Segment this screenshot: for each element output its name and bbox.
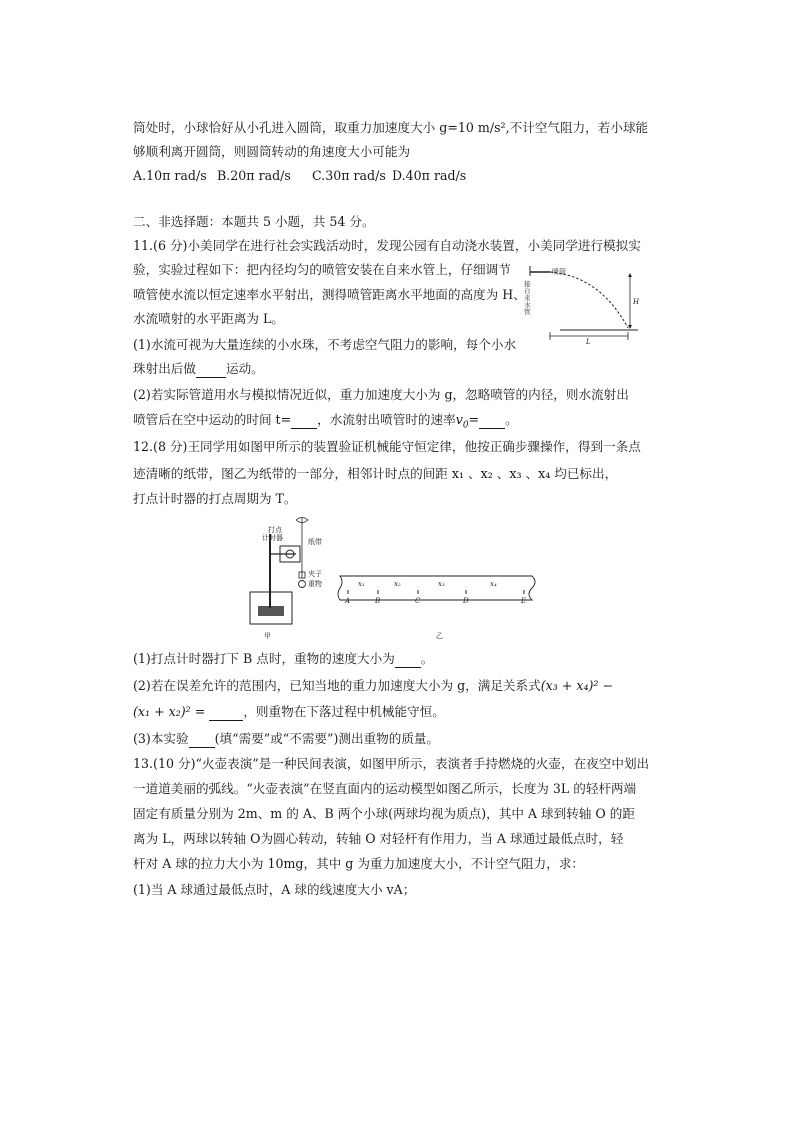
q10-line-1: 筒处时，小球恰好从小孔进入圆筒，取重力加速度大小 g=10 m/s²,不计空气阻力，若小球能 <box>133 120 649 135</box>
tape-point-c: C <box>415 597 421 605</box>
q10-option-b[interactable]: B.20π rad/s <box>217 168 291 183</box>
q12-sub2-tail: ，则重物在下落过程中机械能守恒。 <box>243 704 445 719</box>
q13-line-2: 一道道美丽的弧线。“火壶表演”在竖直面内的运动模型如图乙所示，长度为 3L 的轻杆两端 <box>133 781 637 796</box>
tape-label: 纸带 <box>308 538 322 546</box>
q12-sub3-blank[interactable] <box>189 731 215 748</box>
q12-sub3-tail: (填“需要”或“不需要”)测出重物的质量。 <box>214 731 440 746</box>
tape-gap-x4: x₄ <box>490 580 497 588</box>
q11-period: 。 <box>505 412 518 427</box>
q12-sub-1 <box>133 651 433 668</box>
q11-line-7: (2)若实际管道用水与模拟情况近似，重力加速度大小为 g，忽略喷管的内径，则水流射出 <box>133 387 629 402</box>
q11-speed-blank[interactable] <box>479 412 505 429</box>
weight-label: 重物 <box>308 580 322 588</box>
q11-v-symbol: v <box>455 412 463 427</box>
q11-line-1: 11.(6 分)小美同学在进行社会实践活动时，发现公园有自动浇水装置，小美同学进行模拟实 <box>133 238 641 253</box>
timer-label: 打点计时器 <box>262 526 283 542</box>
distance-label: L <box>586 338 591 346</box>
q13-line-1: 13.(10 分)“火壶表演”是一种民间表演，如图甲所示，表演者手持燃烧的火壶，在夜空中划出 <box>133 756 650 771</box>
clip-label: 夹子 <box>308 570 322 578</box>
tape-points <box>348 590 524 594</box>
water-arc <box>550 272 628 328</box>
q10-option-a[interactable]: A.10π rad/s <box>133 168 207 183</box>
tape-point-d: D <box>463 597 469 605</box>
q10-line-2: 够顺利离开圆筒，则圆筒转动的角速度大小可能为 <box>133 144 411 159</box>
q12-sub2-expr-1: (x₃ + x₄)² − <box>540 678 614 693</box>
q12-sub1-tail: 。 <box>420 651 434 666</box>
figure-yi-caption: 乙 <box>436 632 443 640</box>
q12-line-3: 打点计时器的打点周期为 T。 <box>133 491 297 506</box>
q11-sub2-text-b: ，水流射出喷管时的速率 <box>317 412 456 427</box>
q12-line-2: 迹清晰的纸带，图乙为纸带的一部分，相邻计时点的间距 x₁ 、x₂ 、x₃ 、x₄ 均已标出， <box>133 466 618 481</box>
q11-line-5: (1)水流可视为大量连续的小水珠，不考虑空气阻力的影响，每个小水 <box>133 337 517 352</box>
tape-point-a: A <box>345 597 351 605</box>
q11-line-4: 水流喷射的水平距离为 L。 <box>133 311 284 326</box>
q11-time-blank[interactable] <box>291 412 317 429</box>
q10-option-d[interactable]: D.40π rad/s <box>392 168 467 183</box>
q11-v-subscript: 0 <box>462 420 469 431</box>
q11-figure <box>520 262 640 346</box>
q11-equals: = <box>468 412 480 427</box>
nozzle-label: 喷管 <box>552 268 566 276</box>
tape-point-e: E <box>521 597 527 605</box>
section-2-heading: 二、非选择题：本题共 5 小题，共 54 分。 <box>133 214 375 229</box>
q12-sub1-text: (1)打点计时器打下 B 点时，重物的速度大小为 <box>133 651 395 666</box>
q11-sub1-tail: 运动。 <box>225 361 264 376</box>
q12-sub2-text: (2)若在误差允许的范围内，已知当地的重力加速度大小为 g，满足关系式 <box>133 678 541 693</box>
q12-sub2-blank[interactable] <box>209 704 243 721</box>
q12-sub1-blank[interactable] <box>395 651 421 668</box>
tape-gap-x2: x₂ <box>394 580 401 588</box>
q11-line-3: 喷管使水流以恒定速率水平射出，测得喷管距离水平地面的高度为 H、 <box>133 287 526 302</box>
q12-line-1: 12.(8 分)王同学用如图甲所示的装置验证机械能守恒定律，他按正确步骤操作，得到一条点 <box>133 439 641 454</box>
q12-sub-2-line-1 <box>133 678 613 694</box>
q13-line-5: 杆对 A 球的拉力大小为 10mg，其中 g 为重力加速度大小，不计空气阻力，求： <box>133 856 585 871</box>
weight-shape <box>299 581 306 588</box>
height-label: H <box>633 298 640 306</box>
pipe-label: 接自来水管 <box>524 280 531 316</box>
height-arrow-head-bottom <box>628 325 632 329</box>
tape-point-b: B <box>375 597 381 605</box>
tape-gap-x1: x₁ <box>358 580 365 588</box>
q12-figure-apparatus <box>236 514 326 642</box>
q11-line-8 <box>133 412 518 434</box>
q12-sub3-text: (3)本实验 <box>133 731 189 746</box>
q11-sub2-text-a: 喷管后在空中运动的时间 t= <box>133 412 292 427</box>
q10-options <box>133 168 466 184</box>
q12-sub-3 <box>133 731 439 748</box>
q12-sub2-expr-2: (x₁ + x₂)² = <box>133 704 206 719</box>
q11-line-2: 验，实验过程如下：把内径均匀的喷管安装在自来水管上，仔细调节 <box>133 262 511 277</box>
height-arrow-head-top <box>628 273 632 277</box>
tape-gap-x3: x₃ <box>438 580 445 588</box>
q13-line-4: 离为 L，两球以转轴 O为圆心转动，转轴 O 对轻杆有作用力，当 A 球通过最低点时，轻 <box>133 831 624 846</box>
q12-sub-2-line-2 <box>133 704 445 721</box>
q10-option-c[interactable]: C.30π rad/s <box>312 168 386 183</box>
q12-figure-tape <box>336 570 546 642</box>
q11-line-6 <box>133 361 264 378</box>
figure-jia-caption: 甲 <box>264 632 271 640</box>
q13-line-3: 固定有质量分别为 2m、m 的 A、B 两个小球(两球均视为质点)，其中 A 球到转轴 O 的距 <box>133 806 635 821</box>
q11-sub1-text: 珠射出后做 <box>133 361 196 376</box>
tape-outline <box>338 576 535 600</box>
q13-line-6: (1)当 A 球通过最低点时，A 球的线速度大小 vA； <box>133 882 416 897</box>
q11-sub1-blank[interactable] <box>196 361 226 378</box>
